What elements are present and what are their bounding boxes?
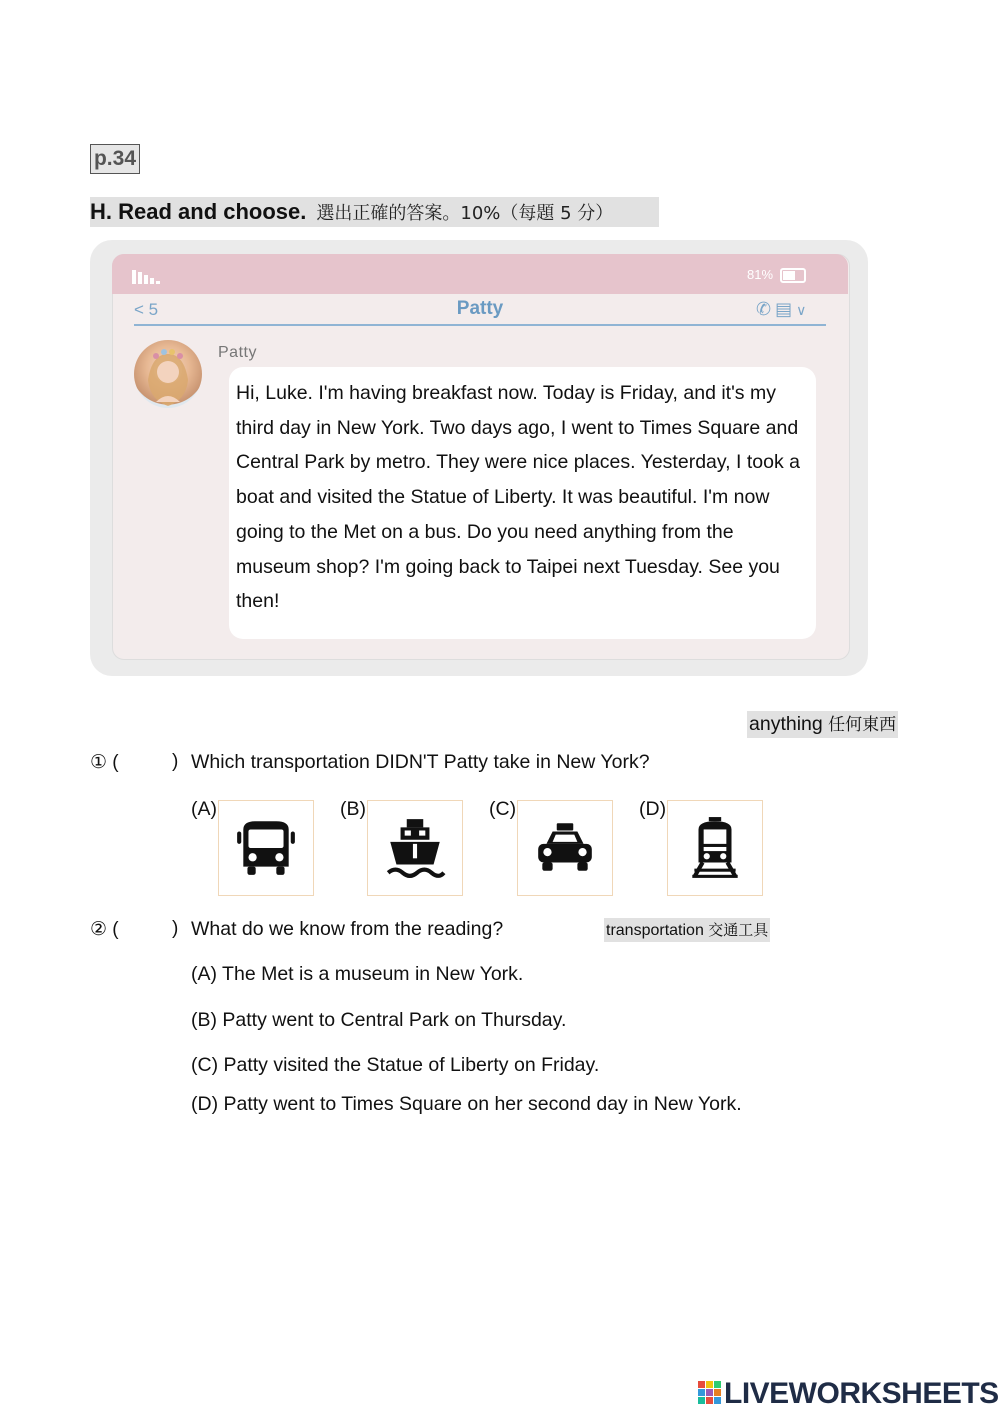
q1-number: ① ( <box>90 752 119 773</box>
battery-level: 81% <box>747 267 774 282</box>
q2-option-a[interactable]: (A) The Met is a museum in New York. <box>191 963 524 985</box>
chevron-down-icon[interactable]: ∨ <box>796 302 811 318</box>
q1-option-a[interactable] <box>218 800 314 896</box>
section-instruction: 選出正確的答案。10%（每題 5 分） <box>316 203 614 224</box>
sender-name: Patty <box>218 344 257 361</box>
page-label: p.34 <box>90 144 140 174</box>
q2-answer-slot[interactable] <box>120 916 170 942</box>
q1-option-d[interactable] <box>667 800 763 896</box>
header-divider <box>134 324 826 326</box>
q1-option-b[interactable] <box>367 800 463 896</box>
q2-option-c[interactable]: (C) Patty visited the Statue of Liberty on Friday. <box>191 1054 600 1076</box>
q1-option-d-label[interactable]: (D) <box>639 798 667 820</box>
gloss-anything <box>747 711 898 738</box>
menu-icon[interactable]: ▤ <box>775 299 797 319</box>
taxi-icon <box>532 815 598 881</box>
q2-option-d[interactable]: (D) Patty went to Times Square on her second day in New York. <box>191 1093 742 1115</box>
avatar <box>134 340 202 408</box>
status-bar <box>112 254 848 294</box>
gloss-word: anything <box>749 713 823 735</box>
contact-name: Patty <box>456 298 504 319</box>
gloss-word: transportation <box>606 922 704 939</box>
q1-option-a-label[interactable]: (A) <box>191 798 217 820</box>
section-title <box>90 197 659 227</box>
back-button[interactable]: < 5 <box>134 300 159 319</box>
q1-option-c[interactable] <box>517 800 613 896</box>
q1-answer-slot[interactable] <box>120 749 170 775</box>
train-icon <box>682 815 748 881</box>
bus-icon <box>233 815 299 881</box>
message-text: Hi, Luke. I'm having breakfast now. Today is Friday, and it's my third day in New York. Two days ago, I went to Times Square and Central Park by metro. They were nice places. Yesterday, I took a boat and visited the Statue of Liberty. It was beautiful. I'm now going to the Met on a bus. Do you need anything from the museum shop? I'm going back to Taipei next Tuesday. See you then! <box>236 382 800 613</box>
q1-option-b-label[interactable]: (B) <box>340 798 366 820</box>
q1-bracket-close: ) <box>172 751 179 772</box>
q1-text: Which transportation DIDN'T Patty take in New York? <box>191 751 650 773</box>
q2-bracket-close: ) <box>172 918 179 939</box>
q2-text: What do we know from the reading? <box>191 918 504 940</box>
gloss-meaning: 任何東西 <box>828 715 897 735</box>
gloss-meaning: 交通工具 <box>708 921 769 939</box>
gloss-transportation <box>604 918 770 942</box>
q2-option-b[interactable]: (B) Patty went to Central Park on Thursday. <box>191 1009 567 1031</box>
battery-icon <box>780 268 806 283</box>
ship-icon <box>382 815 448 881</box>
header-actions <box>756 299 810 320</box>
liveworksheets-logo-icon <box>698 1381 722 1405</box>
q1-option-c-label[interactable]: (C) <box>489 798 517 820</box>
signal-icon <box>132 266 162 284</box>
section-heading: H. Read and choose. <box>90 199 307 224</box>
q2-number: ② ( <box>90 919 119 940</box>
phone-call-icon[interactable]: ✆ <box>756 299 776 319</box>
brand-name[interactable]: LIVEWORKSHEETS <box>724 1377 999 1410</box>
